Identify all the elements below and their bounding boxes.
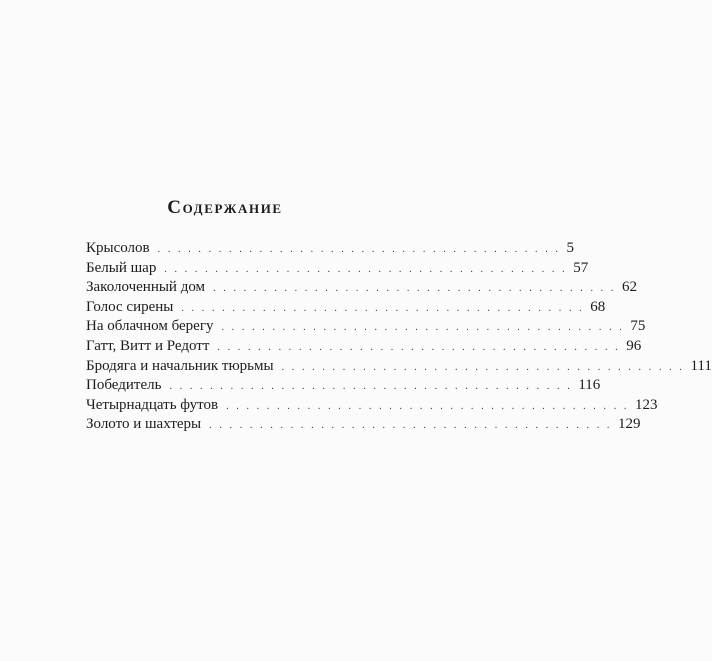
toc-entry [86,298,606,318]
toc-entry-title: Заколоченный дом [86,279,206,296]
toc-entry-title: Золото и шахтеры [86,416,202,433]
toc-entry-page: 75 [630,318,646,335]
dot-leader: . . . . . . . . . . . . . . . . . . . . . . . . . . . . . . . . . . . . . . . . [209,420,613,432]
contents-heading: Содержание [167,196,283,218]
toc-entry-title: Четырнадцать футов [86,396,219,413]
toc-entry [86,396,658,416]
dot-leader: . . . . . . . . . . . . . . . . . . . . . . . . . . . . . . . . . . . . . . . . [181,302,585,314]
toc-entry-page: 96 [626,337,642,354]
toc-entry [86,337,642,357]
toc-entry-title: Бродяга и начальник тюрьмы [86,357,274,374]
toc-entry [86,239,575,259]
dot-leader: . . . . . . . . . . . . . . . . . . . . . . . . . . . . . . . . . . . . . . . . [164,263,568,275]
toc-entry-page: 62 [621,279,637,296]
table-of-contents [86,239,712,435]
dot-leader: . . . . . . . . . . . . . . . . . . . . . . . . . . . . . . . . . . . . . . . . [217,341,621,353]
dot-leader: . . . . . . . . . . . . . . . . . . . . . . . . . . . . . . . . . . . . . . . . [157,244,561,255]
toc-entry-title: Голос сирены [86,298,174,315]
toc-entry [86,317,646,337]
toc-entry [86,357,712,377]
toc-entry-title: Гатт, Витт и Редотт [86,337,210,354]
toc-entry-page: 111 [690,357,712,374]
toc-entry-page: 57 [573,259,589,276]
toc-entry-page: 116 [578,377,601,394]
toc-entry-page: 123 [635,396,658,413]
toc-entry [86,278,637,298]
toc-entry-title: Победитель [86,377,162,394]
toc-entry-page: 129 [618,416,641,433]
toc-entry [86,415,641,435]
dot-leader: . . . . . . . . . . . . . . . . . . . . . . . . . . . . . . . . . . . . . . . . [281,361,685,373]
dot-leader: . . . . . . . . . . . . . . . . . . . . . . . . . . . . . . . . . . . . . . . . [226,400,629,412]
dot-leader: . . . . . . . . . . . . . . . . . . . . . . . . . . . . . . . . . . . . . . . . [213,283,616,295]
toc-entry [86,259,589,279]
toc-entry-page: 68 [590,298,606,315]
toc-entry [86,376,601,396]
toc-entry-title: Белый шар [86,259,157,276]
dot-leader: . . . . . . . . . . . . . . . . . . . . . . . . . . . . . . . . . . . . . . . . [221,322,625,334]
dot-leader: . . . . . . . . . . . . . . . . . . . . . . . . . . . . . . . . . . . . . . . . [169,381,573,393]
toc-entry-title: На облачном берегу [86,318,214,335]
toc-entry-page: 5 [566,240,575,256]
toc-entry-title: Крысолов [86,240,150,256]
